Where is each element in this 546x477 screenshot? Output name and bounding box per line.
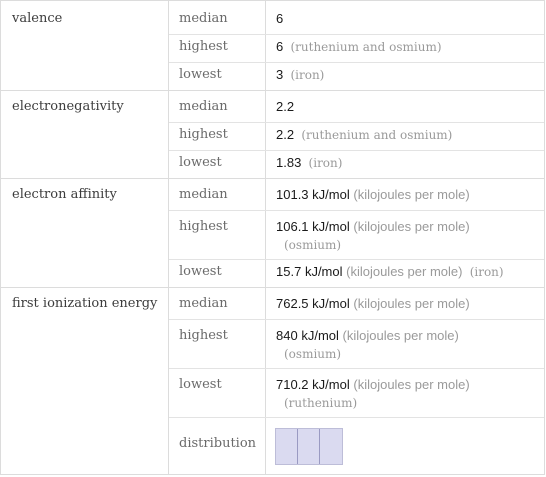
row-divider [1, 90, 544, 91]
row-divider [1, 178, 544, 179]
entry-value [276, 38, 442, 56]
value: 3 [276, 67, 284, 82]
entry-value [276, 154, 342, 172]
note: (ruthenium) [284, 396, 358, 410]
subrow-divider [169, 150, 544, 151]
value: 762.5 [276, 296, 309, 311]
unit: kJ/mol [312, 187, 350, 202]
entry-label: distribution [179, 436, 257, 451]
subrow-divider [169, 34, 544, 35]
entry-value [276, 218, 536, 254]
value: 6 [276, 39, 284, 54]
value: 1.83 [276, 155, 302, 170]
unit: kJ/mol [312, 219, 350, 234]
note: (osmium) [284, 347, 342, 361]
unit-note: (kilojoules per mole) [353, 377, 470, 392]
unit: kJ/mol [312, 377, 350, 392]
note: (iron) [469, 265, 504, 279]
entry-label: median [179, 187, 228, 202]
subrow-divider [169, 259, 544, 260]
entry-value [276, 376, 536, 412]
entry-value [276, 126, 452, 144]
unit-note: (kilojoules per mole) [353, 296, 470, 311]
entry-label: highest [179, 219, 228, 234]
unit-note: (kilojoules per mole) [353, 187, 470, 202]
distribution-chart [275, 428, 343, 465]
unit-note: (kilojoules per mole) [346, 264, 463, 279]
subrow-divider [169, 417, 544, 418]
entry-value [276, 66, 324, 84]
property-name: electronegativity [12, 99, 124, 114]
property-name: electron affinity [12, 187, 117, 202]
distribution-bar [320, 429, 342, 464]
entry-label: median [179, 99, 228, 114]
entry-label: highest [179, 39, 228, 54]
note: (iron) [308, 156, 343, 170]
note: (ruthenium and osmium) [290, 40, 442, 54]
row-divider [1, 287, 544, 288]
entry-value [276, 263, 504, 281]
note: (ruthenium and osmium) [301, 128, 453, 142]
value: 2.2 [276, 99, 295, 114]
column-divider [265, 1, 266, 474]
subrow-divider [169, 62, 544, 63]
subrow-divider [169, 122, 544, 123]
unit: kJ/mol [312, 296, 350, 311]
subrow-divider [169, 368, 544, 369]
distribution-bar [276, 429, 298, 464]
unit: kJ/mol [301, 328, 339, 343]
note: (osmium) [284, 238, 342, 252]
entry-value [276, 10, 283, 28]
property-name: first ionization energy [12, 296, 158, 311]
column-divider [168, 1, 169, 474]
unit: kJ/mol [304, 264, 343, 279]
entry-label: lowest [179, 67, 222, 82]
value: 840 [276, 328, 298, 343]
value: 6 [276, 11, 284, 26]
value: 106.1 [276, 219, 309, 234]
subrow-divider [169, 319, 544, 320]
value: 15.7 [276, 264, 302, 279]
note: (iron) [290, 68, 325, 82]
distribution-bar [298, 429, 320, 464]
entry-label: median [179, 11, 228, 26]
entry-label: lowest [179, 155, 222, 170]
value: 710.2 [276, 377, 309, 392]
entry-value [276, 295, 470, 313]
entry-label: highest [179, 127, 228, 142]
entry-value [276, 98, 294, 116]
entry-label: lowest [179, 264, 222, 279]
entry-label: highest [179, 328, 228, 343]
unit-note: (kilojoules per mole) [353, 219, 470, 234]
property-name: valence [12, 11, 63, 26]
entry-value [276, 186, 470, 204]
entry-label: lowest [179, 377, 222, 392]
subrow-divider [169, 210, 544, 211]
value: 101.3 [276, 187, 309, 202]
unit-note: (kilojoules per mole) [342, 328, 459, 343]
entry-label: median [179, 296, 228, 311]
value: 2.2 [276, 127, 295, 142]
entry-value [276, 327, 536, 363]
